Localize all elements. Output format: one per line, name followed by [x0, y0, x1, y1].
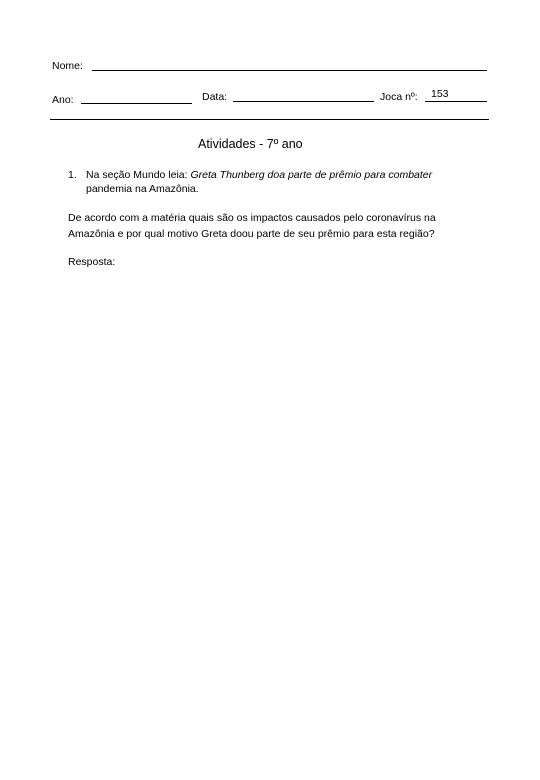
prompt-line1: De acordo com a matéria quais são os impactos causados pelo coronavírus na	[68, 212, 436, 224]
answer-area[interactable]	[68, 272, 483, 732]
question-text	[86, 168, 483, 182]
ano-field[interactable]	[81, 103, 192, 104]
page-title: Atividades - 7º ano	[198, 137, 303, 151]
question-number: 1.	[68, 169, 77, 181]
article-title-line2: pandemia na Amazônia.	[86, 183, 199, 195]
joca-label: Joca nº:	[380, 91, 418, 103]
data-field[interactable]	[233, 101, 374, 102]
data-label: Data:	[202, 91, 228, 103]
article-title-line1: Greta Thunberg doa parte de prêmio para combater	[190, 169, 433, 181]
answer-label: Resposta:	[68, 256, 116, 268]
ano-label: Ano:	[52, 94, 74, 106]
question-intro: Na seção Mundo leia:	[86, 169, 191, 181]
prompt-line2: Amazônia e por qual motivo Greta doou parte de seu prêmio para esta região?	[68, 228, 435, 240]
nome-label: Nome:	[52, 60, 83, 72]
joca-field[interactable]	[425, 101, 487, 102]
joca-number: 153	[431, 88, 449, 100]
nome-field[interactable]	[92, 70, 487, 71]
header-divider	[50, 119, 489, 120]
